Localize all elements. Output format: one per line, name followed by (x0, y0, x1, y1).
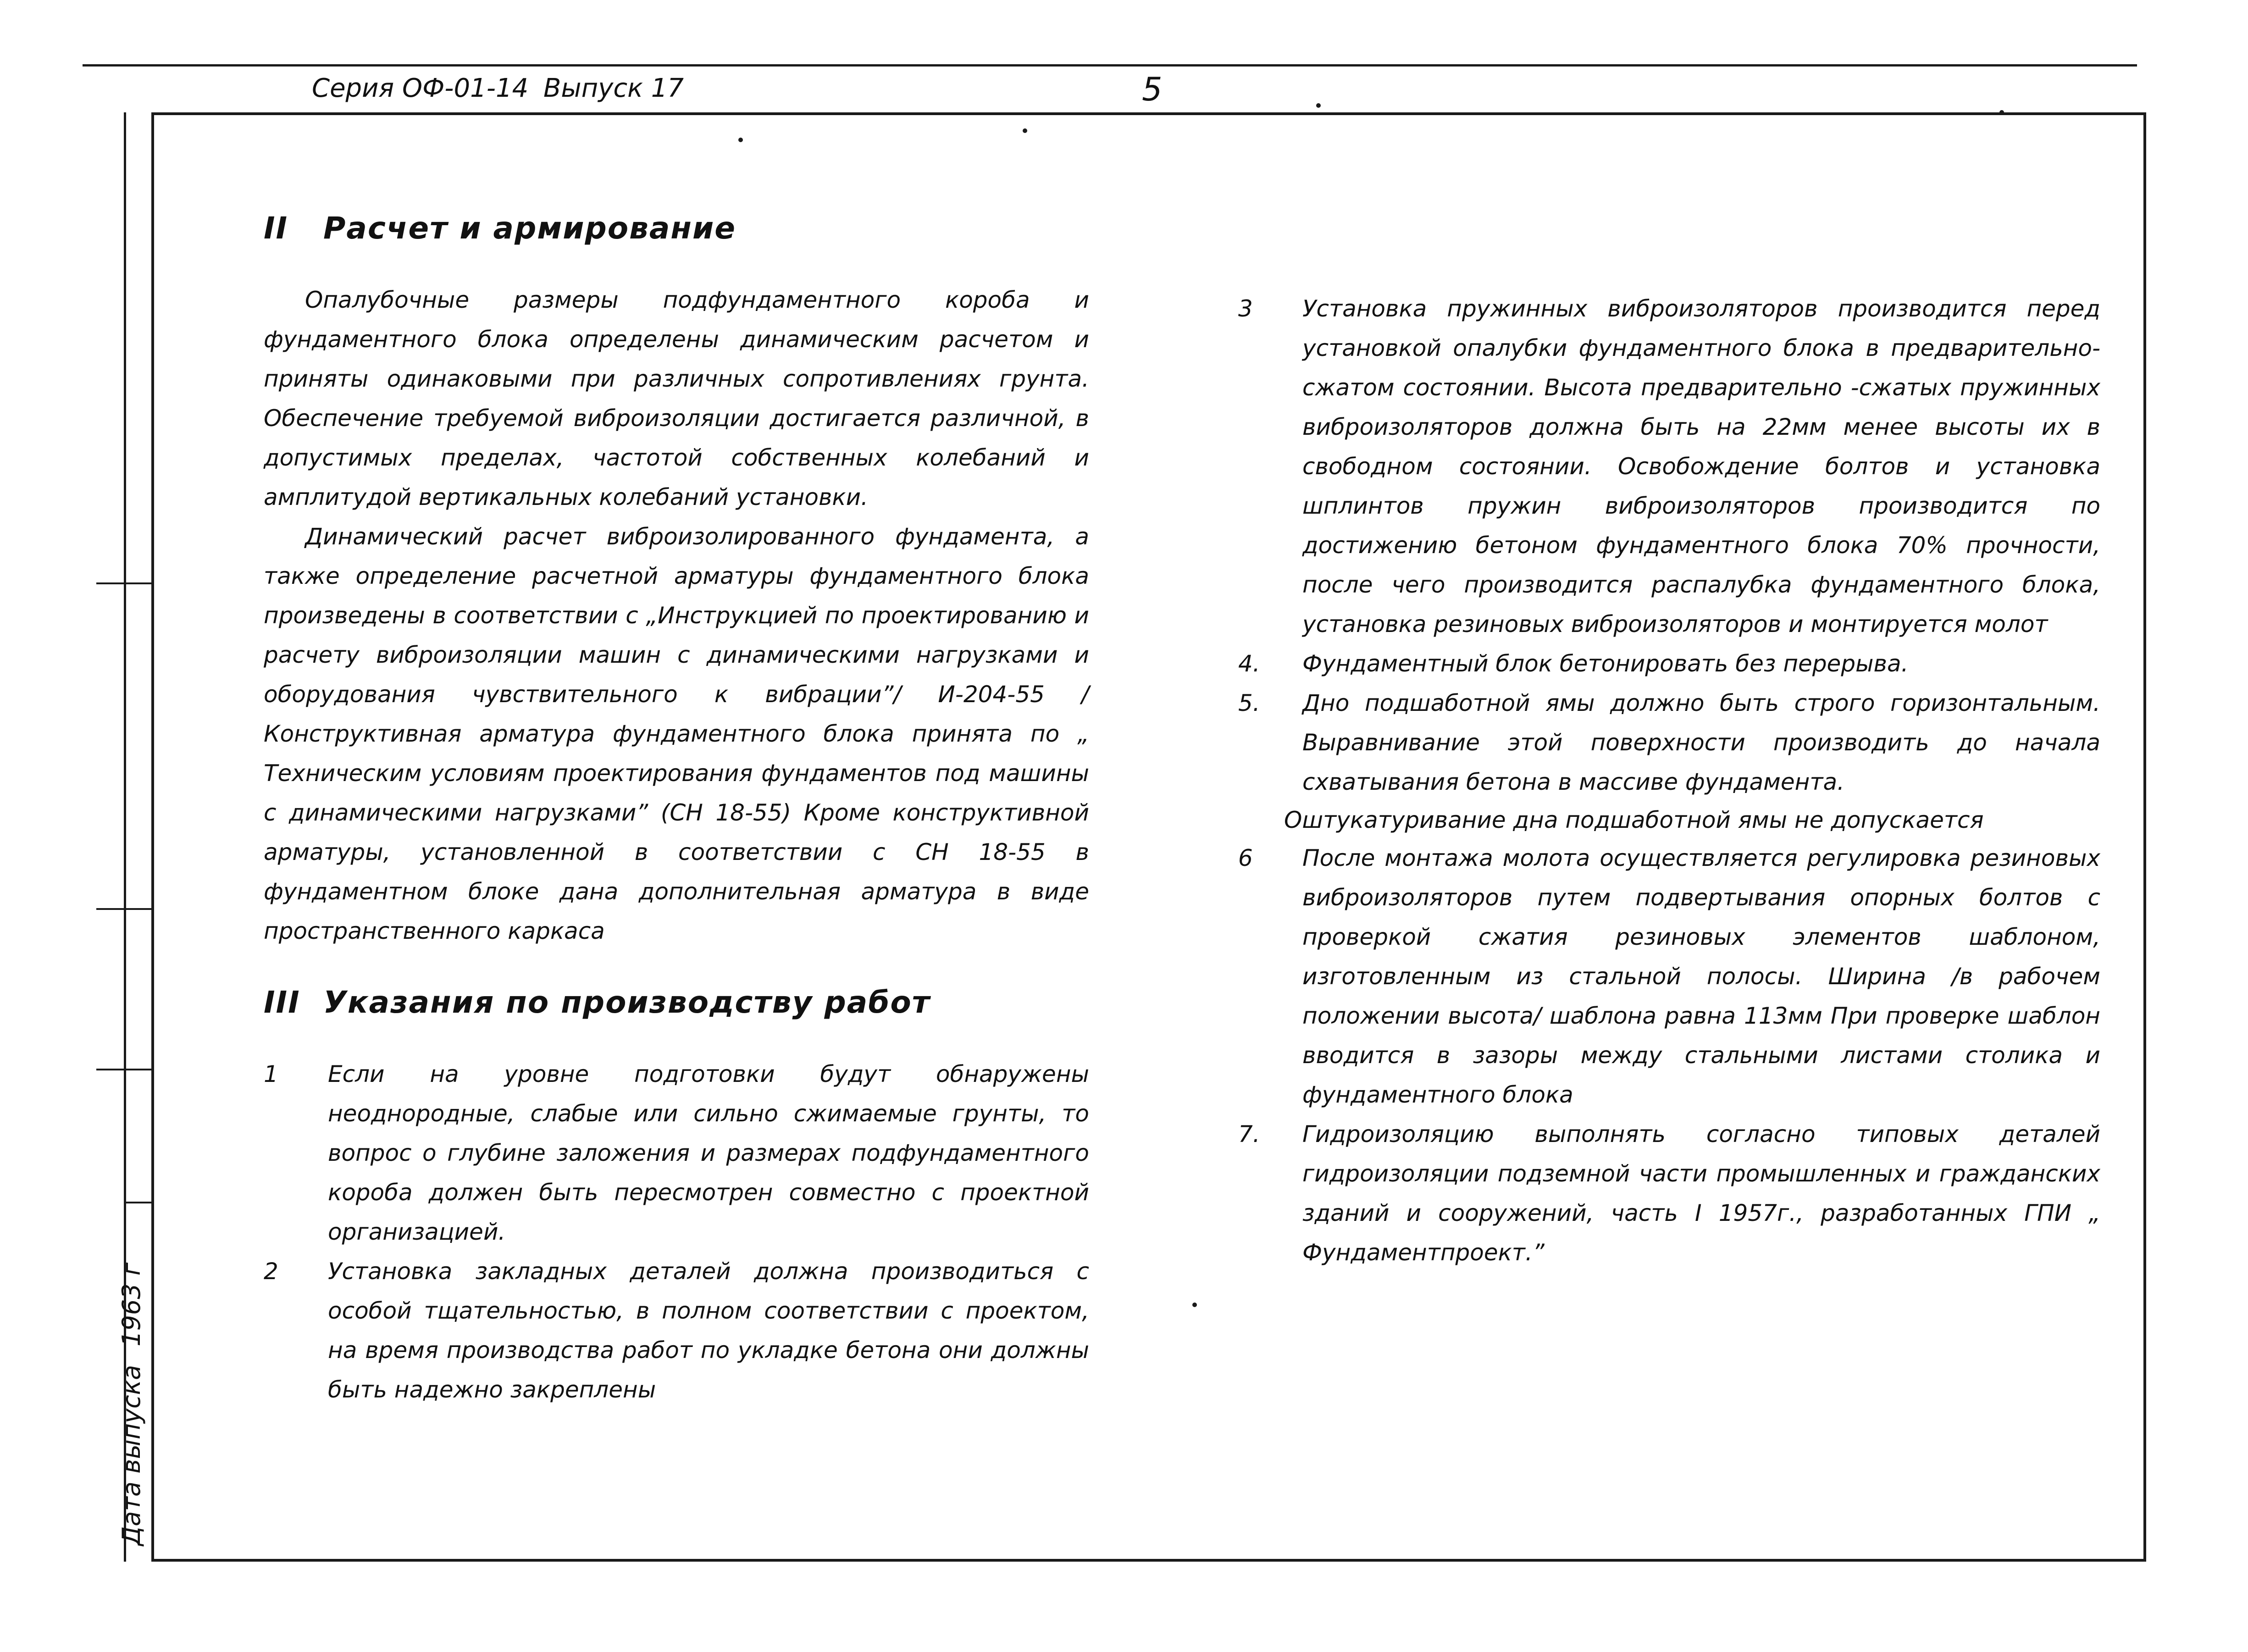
section-3-number: III (264, 985, 300, 1020)
instruction-item-4 (1238, 644, 2100, 683)
section-2-paragraph-2: Динамический расчет виброизолированного фундамента, а также определение расчетной арматуры фундаментного блока произведены в соответствии с „Инструкцией по проектированию и расчету виброизоляции машин с динамическими нагрузками и оборудования чувствительного к вибрации”/ И-204-55 / Конструктивная арматура фундаментного блока принята по „ Техническим условиям проектирования фундаментов под машины с динамическими нагрузками” (СН 18-55) Кроме конструктивной арматуры, установленной в соответствии с СН 18-55 в фундаментном блоке дана дополнительная арматура в виде пространственного каркаса (264, 523, 1089, 944)
item-number: 2 (264, 1258, 278, 1285)
item-number: 4. (1238, 650, 1260, 677)
scan-speck (1999, 110, 2004, 115)
scan-speck (1316, 103, 1321, 108)
issue-label: Выпуск 17 (543, 73, 684, 103)
margin-tick (96, 582, 151, 584)
series-label: Серия ОФ-01-14 (312, 73, 529, 103)
item-text: Если на уровне подготовки будут обнаружены неоднородные, слабые или сильно сжимаемые грунты, то вопрос о глубине заложения и размерах подфундаментного короба должен быть пересмотрен совместно с проектной организацией. (328, 1061, 1089, 1245)
release-date-year: 1963 г (117, 1262, 146, 1347)
item-text: Фундаментный блок бетонировать без перерыва. (1302, 650, 1909, 677)
instruction-item-2 (264, 1252, 1089, 1409)
margin-tick (96, 908, 151, 910)
left-column (264, 213, 1089, 1409)
release-date-label: Дата выпуска (117, 1364, 146, 1546)
right-column (1238, 289, 2100, 1272)
item-text: Дно подшаботной ямы должно быть строго горизонтальным. Выравнивание этой поверхности производить до начала схватывания бетона в массиве фундамента. (1302, 690, 2100, 795)
item-text: Установка закладных деталей должна производиться с особой тщательностью, в полном соответствии с проектом, на время производства работ по укладке бетона они должны быть надежно закреплены (328, 1258, 1089, 1403)
scan-speck (738, 138, 743, 142)
instruction-item-5 (1238, 683, 2100, 802)
instruction-item-1 (264, 1054, 1089, 1252)
page-number: 5 (1142, 71, 1163, 108)
section-2-number: II (264, 211, 288, 246)
top-rule (83, 64, 2137, 67)
margin-tick (124, 1202, 151, 1203)
instruction-item-7 (1238, 1114, 2100, 1272)
item-text: Установка пружинных виброизоляторов производится перед установкой опалубки фундаментного блока в предварительно-сжатом состоянии. Высота предварительно -сжатых пружинных виброизоляторов должна быть на 22мм менее высоты их в свободном состоянии. Освобождение болтов и установка шплинтов пружин виброизоляторов производится по достижению бетоном фундаментного блока 70% прочности, после чего производится распалубка фундаментного блока, установка резиновых виброизоляторов и монтируется молот (1302, 295, 2100, 638)
item-number: 3 (1238, 295, 1253, 322)
margin-tick (96, 1069, 151, 1070)
section-2-heading (264, 213, 1089, 244)
section-3-heading (264, 987, 1089, 1018)
release-date-stamp (117, 1263, 146, 1546)
section-2-paragraph-1: Опалубочные размеры подфундаментного короба и фундаментного блока определены динамическим расчетом и приняты одинаковыми при различных сопротивлениях грунта. Обеспечение требуемой виброизоляции достигается различной, в допустимых пределах, частотой собственных колебаний и амплитудой вертикальных колебаний установки. (264, 287, 1089, 510)
scan-speck (1192, 1303, 1197, 1307)
scan-speck (1023, 128, 1027, 133)
instruction-item-3 (1238, 289, 2100, 644)
section-3-title: Указания по производству работ (323, 985, 931, 1020)
section-2-title: Расчет и армирование (323, 211, 736, 246)
item-number: 6 (1238, 845, 1253, 871)
item-number: 5. (1238, 690, 1260, 716)
item-text: Гидроизоляцию выполнять согласно типовых деталей гидроизоляции подземной части промышленных и гражданских зданий и сооружений, часть I 1957г., разработанных ГПИ „ Фундаментпроект.” (1302, 1121, 2100, 1266)
instruction-item-6 (1238, 838, 2100, 1114)
item-number: 1 (264, 1061, 278, 1087)
plaster-note: Оштукатуривание дна подшаботной ямы не допускается (1284, 807, 1984, 833)
item-number: 7. (1238, 1121, 1260, 1148)
item-text: После монтажа молота осуществляется регулировка резиновых виброизоляторов путем подвертывания опорных болтов с проверкой сжатия резиновых элементов шаблоном, изготовленным из стальной полосы. Ширина /в рабочем положении высота/ шаблона равна 113мм При проверке шаблон вводится в зазоры между стальными листами столика и фундаментного блока (1302, 845, 2100, 1108)
